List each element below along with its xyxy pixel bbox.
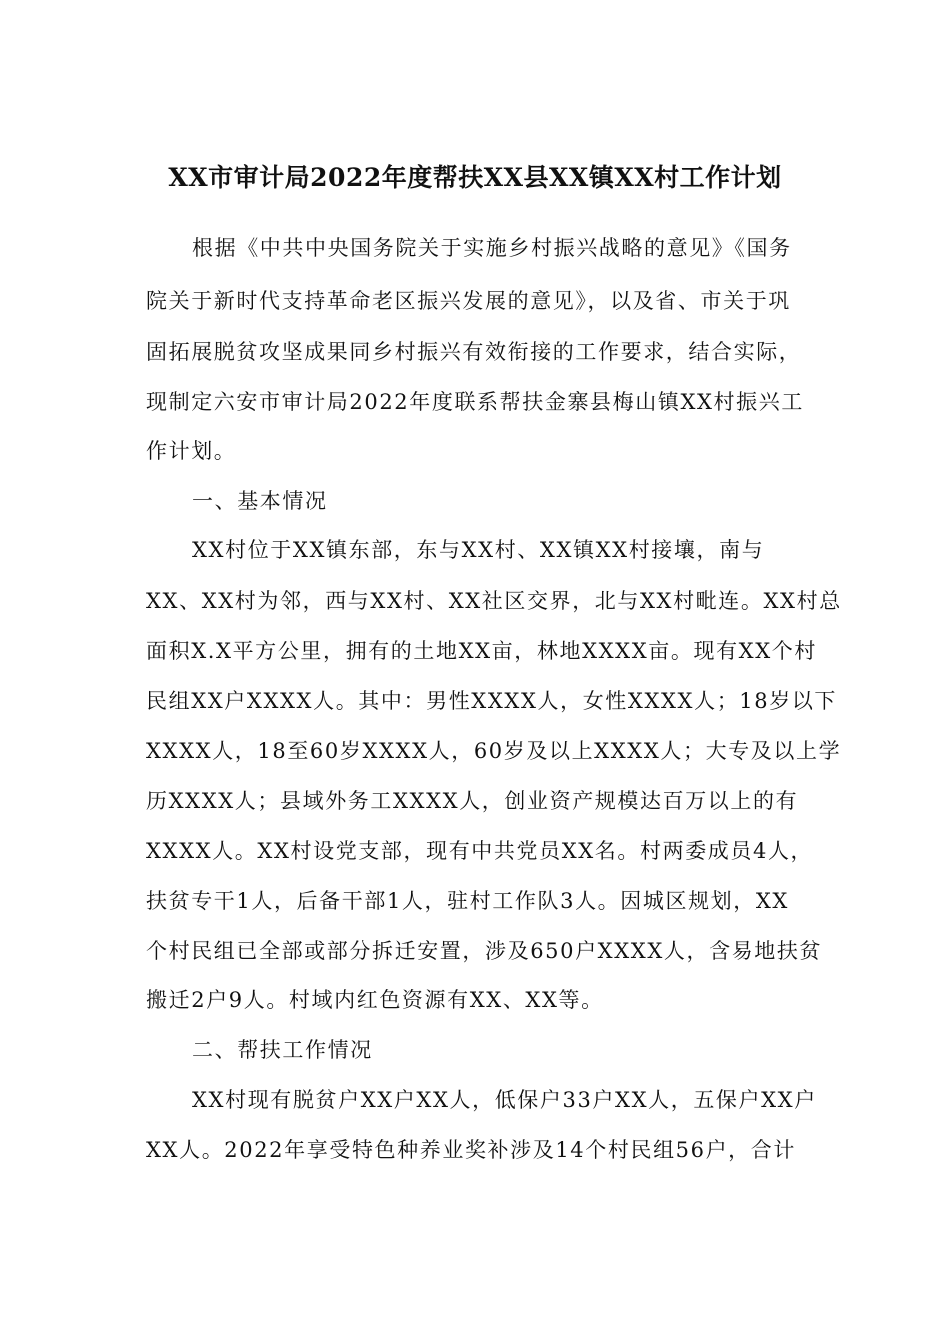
document-title: XX市审计局2022年度帮扶XX县XX镇XX村工作计划 [168,163,782,192]
paragraph-line: 现制定六安市审计局2022年度联系帮扶金寨县梅山镇XX村振兴工 [146,390,804,414]
paragraph-line: XX村位于XX镇东部，东与XX村、XX镇XX村接壤，南与 [192,538,765,562]
paragraph-line: 作计划。 [146,439,237,463]
paragraph-line: 民组XX户XXXX人。其中：男性XXXX人，女性XXXX人；18岁以下 [146,689,838,713]
paragraph-line: XX村现有脱贫户XX户XX人，低保户33户XX人，五保户XX户 [192,1088,817,1112]
paragraph-line: XXXX人。XX村设党支部，现有中共党员XX名。村两委成员4人， [146,839,814,863]
paragraph-line: 个村民组已全部或部分拆迁安置，涉及650户XXXX人，含易地扶贫 [146,939,823,963]
section-heading-basic-info: 一、基本情况 [192,489,328,513]
paragraph-line: XXXX人，18至60岁XXXX人，60岁及以上XXXX人；大专及以上学 [146,739,842,763]
section-heading-assistance: 二、帮扶工作情况 [192,1038,373,1062]
paragraph-line: 历XXXX人；县域外务工XXXX人，创业资产规模达百万以上的有 [146,789,799,813]
paragraph-line: 固拓展脱贫攻坚成果同乡村振兴有效衔接的工作要求，结合实际， [146,340,802,364]
paragraph-line: 根据《中共中央国务院关于实施乡村振兴战略的意见》《国务 [192,236,792,260]
paragraph-line: 扶贫专干1人，后备干部1人，驻村工作队3人。因城区规划，XX [146,889,789,913]
paragraph-line: 面积X.X平方公里，拥有的土地XX亩，林地XXXX亩。现有XX个村 [146,639,817,663]
paragraph-line: XX人。2022年享受特色种养业奖补涉及14个村民组56户，合计 [146,1138,796,1162]
paragraph-line: 搬迁2户9人。村域内红色资源有XX、XX等。 [146,988,604,1012]
paragraph-line: 院关于新时代支持革命老区振兴发展的意见》，以及省、市关于巩 [146,289,791,313]
paragraph-line: XX、XX村为邻，西与XX村、XX社区交界，北与XX村毗连。XX村总 [146,589,842,613]
